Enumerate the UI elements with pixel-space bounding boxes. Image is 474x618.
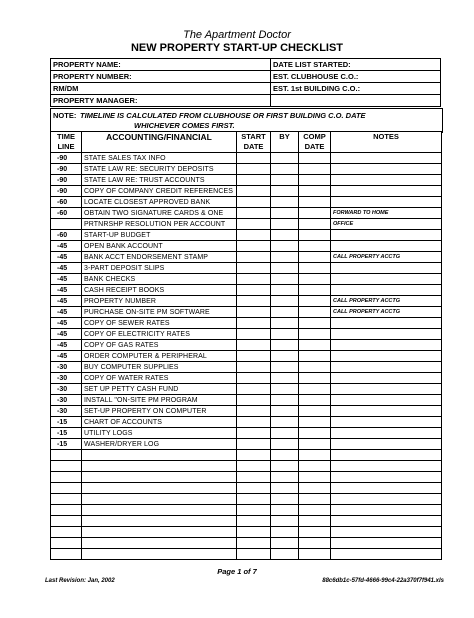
start-date-cell — [237, 307, 271, 318]
task-cell: CHART OF ACCOUNTS — [82, 417, 237, 428]
notes-cell — [331, 153, 442, 164]
note-label: NOTE: — [53, 111, 77, 120]
note-text-line1: TIMELINE IS CALCULATED FROM CLUBHOUSE OR FIRST BUILDING C.O. DATE — [80, 111, 366, 120]
date-list-started-field: DATE LIST STARTED: — [271, 59, 441, 71]
start-date-cell — [237, 252, 271, 263]
last-revision: Last Revision: Jan, 2002 — [45, 578, 115, 584]
task-cell: WASHER/DRYER LOG — [82, 439, 237, 450]
task-cell: COPY OF WATER RATES — [82, 373, 237, 384]
time-cell — [51, 516, 82, 527]
by-cell — [271, 450, 299, 461]
accounting-header: ACCOUNTING/FINANCIAL — [82, 132, 237, 153]
start-date-cell — [237, 384, 271, 395]
start-date-cell — [237, 219, 271, 230]
checklist-row — [51, 505, 442, 516]
task-cell: STATE LAW RE: TRUST ACCOUNTS — [82, 175, 237, 186]
checklist-row — [51, 494, 442, 505]
comp-date-cell — [299, 406, 331, 417]
task-cell: BANK CHECKS — [82, 274, 237, 285]
time-cell: -45 — [51, 329, 82, 340]
time-cell: -45 — [51, 351, 82, 362]
start-date-cell — [237, 263, 271, 274]
document-title: NEW PROPERTY START-UP CHECKLIST — [130, 42, 344, 54]
property-number-field: PROPERTY NUMBER: — [51, 71, 271, 83]
task-cell: 3-PART DEPOSIT SLIPS — [82, 263, 237, 274]
task-cell: SET-UP PROPERTY ON COMPUTER — [82, 406, 237, 417]
time-cell — [51, 450, 82, 461]
comp-date-cell — [299, 274, 331, 285]
comp-date-cell — [299, 329, 331, 340]
start-date-cell — [237, 175, 271, 186]
notes-cell — [331, 263, 442, 274]
by-cell — [271, 527, 299, 538]
property-name-field: PROPERTY NAME: — [51, 59, 271, 71]
property-manager-field: PROPERTY MANAGER: — [51, 95, 271, 107]
start-date-cell — [237, 483, 271, 494]
start-date-cell — [237, 153, 271, 164]
task-cell: COPY OF ELECTRICITY RATES — [82, 329, 237, 340]
by-cell — [271, 406, 299, 417]
start-date-cell — [237, 241, 271, 252]
time-cell: -45 — [51, 340, 82, 351]
by-cell — [271, 186, 299, 197]
task-cell — [82, 549, 237, 560]
by-cell — [271, 538, 299, 549]
notes-cell — [331, 527, 442, 538]
comp-date-cell — [299, 362, 331, 373]
timeline-note — [50, 108, 443, 133]
start-date-cell — [237, 549, 271, 560]
notes-cell — [331, 186, 442, 197]
time-cell — [51, 483, 82, 494]
property-info-table — [50, 58, 441, 107]
checklist-row — [51, 351, 442, 362]
by-cell — [271, 472, 299, 483]
task-cell — [82, 461, 237, 472]
notes-cell — [331, 406, 442, 417]
notes-cell — [331, 340, 442, 351]
checklist-row — [51, 549, 442, 560]
by-cell — [271, 274, 299, 285]
by-cell — [271, 483, 299, 494]
comp-date-cell — [299, 494, 331, 505]
comp-date-cell — [299, 186, 331, 197]
checklist-row — [51, 362, 442, 373]
time-cell: -45 — [51, 307, 82, 318]
start-date-cell — [237, 450, 271, 461]
start-date-cell — [237, 329, 271, 340]
by-cell — [271, 461, 299, 472]
start-date-cell — [237, 164, 271, 175]
start-date-cell — [237, 505, 271, 516]
task-cell: BANK ACCT ENDORSEMENT STAMP — [82, 252, 237, 263]
time-cell — [51, 505, 82, 516]
notes-cell — [331, 417, 442, 428]
checklist-row — [51, 318, 442, 329]
checklist-row — [51, 340, 442, 351]
notes-cell — [331, 373, 442, 384]
start-date-cell — [237, 362, 271, 373]
checklist-row — [51, 472, 442, 483]
by-cell — [271, 329, 299, 340]
by-cell — [271, 340, 299, 351]
by-cell — [271, 549, 299, 560]
by-cell — [271, 285, 299, 296]
checklist-row — [51, 373, 442, 384]
task-cell: COPY OF COMPANY CREDIT REFERENCES — [82, 186, 237, 197]
time-cell: -15 — [51, 439, 82, 450]
comp-date-cell — [299, 296, 331, 307]
time-cell: -30 — [51, 362, 82, 373]
task-cell: OPEN BANK ACCOUNT — [82, 241, 237, 252]
by-cell — [271, 263, 299, 274]
by-cell — [271, 362, 299, 373]
checklist-row — [51, 538, 442, 549]
by-cell — [271, 175, 299, 186]
checklist-row — [51, 428, 442, 439]
task-cell: INSTALL "ON-SITE PM PROGRAM — [82, 395, 237, 406]
comp-date-cell — [299, 516, 331, 527]
start-date-cell — [237, 516, 271, 527]
start-date-cell — [237, 351, 271, 362]
comp-date-cell — [299, 461, 331, 472]
start-date-cell — [237, 197, 271, 208]
time-cell: -30 — [51, 373, 82, 384]
checklist-row — [51, 208, 442, 219]
notes-cell — [331, 241, 442, 252]
file-name: 88c6db1c-57fd-4666-99c4-22a370f7f941.xls — [322, 578, 444, 584]
checklist-row — [51, 219, 442, 230]
task-cell: STATE LAW RE: SECURITY DEPOSITS — [82, 164, 237, 175]
task-cell — [82, 527, 237, 538]
comp-date-cell — [299, 395, 331, 406]
checklist-row — [51, 296, 442, 307]
time-cell — [51, 527, 82, 538]
notes-cell — [331, 428, 442, 439]
document-subtitle: The Apartment Doctor — [183, 29, 291, 41]
page-number: Page 1 of 7 — [217, 567, 257, 576]
checklist-row — [51, 406, 442, 417]
est-clubhouse-co-field: EST. CLUBHOUSE C.O.: — [271, 71, 441, 83]
start-date-cell — [237, 285, 271, 296]
notes-cell — [331, 549, 442, 560]
time-cell: -90 — [51, 186, 82, 197]
task-cell: LOCATE CLOSEST APPROVED BANK — [82, 197, 237, 208]
task-cell: ORDER COMPUTER & PERIPHERAL — [82, 351, 237, 362]
task-cell: COPY OF SEWER RATES — [82, 318, 237, 329]
checklist-row — [51, 241, 442, 252]
start-date-cell — [237, 527, 271, 538]
task-cell: BUY COMPUTER SUPPLIES — [82, 362, 237, 373]
start-date-cell — [237, 296, 271, 307]
checklist-row — [51, 450, 442, 461]
comp-date-cell — [299, 164, 331, 175]
time-cell: -90 — [51, 164, 82, 175]
task-cell: STATE SALES TAX INFO — [82, 153, 237, 164]
notes-cell — [331, 516, 442, 527]
notes-cell — [331, 472, 442, 483]
time-cell — [51, 219, 82, 230]
checklist-row — [51, 285, 442, 296]
start-date-cell — [237, 428, 271, 439]
comp-date-cell — [299, 241, 331, 252]
task-cell — [82, 505, 237, 516]
comp-date-cell — [299, 472, 331, 483]
notes-cell: CALL PROPERTY ACCTG — [331, 252, 442, 263]
notes-cell — [331, 164, 442, 175]
by-cell — [271, 153, 299, 164]
by-cell — [271, 164, 299, 175]
by-cell — [271, 208, 299, 219]
notes-cell — [331, 318, 442, 329]
comp-date-cell — [299, 428, 331, 439]
comp-date-cell — [299, 417, 331, 428]
notes-cell — [331, 384, 442, 395]
notes-cell — [331, 439, 442, 450]
task-cell — [82, 516, 237, 527]
time-cell: -45 — [51, 263, 82, 274]
notes-cell — [331, 362, 442, 373]
notes-cell — [331, 505, 442, 516]
comp-date-cell — [299, 153, 331, 164]
by-cell — [271, 395, 299, 406]
blank-header-cell — [271, 95, 441, 107]
time-cell: -60 — [51, 230, 82, 241]
notes-header: NOTES — [331, 132, 442, 153]
notes-cell — [331, 274, 442, 285]
rm-dm-field: RM/DM — [51, 83, 271, 95]
est-first-building-co-field: EST. 1st BUILDING C.O.: — [271, 83, 441, 95]
comp-date-cell — [299, 175, 331, 186]
comp-date-cell — [299, 197, 331, 208]
time-cell: -45 — [51, 296, 82, 307]
notes-cell: CALL PROPERTY ACCTG — [331, 296, 442, 307]
by-cell — [271, 351, 299, 362]
checklist-row — [51, 516, 442, 527]
task-cell: COPY OF GAS RATES — [82, 340, 237, 351]
by-cell — [271, 417, 299, 428]
time-line-header: TIME LINE — [51, 132, 82, 153]
task-cell: PURCHASE ON-SITE PM SOFTWARE — [82, 307, 237, 318]
by-cell — [271, 219, 299, 230]
start-date-cell — [237, 395, 271, 406]
comp-date-cell — [299, 340, 331, 351]
by-cell — [271, 318, 299, 329]
by-cell — [271, 505, 299, 516]
start-date-cell — [237, 340, 271, 351]
comp-date-cell — [299, 307, 331, 318]
comp-date-header: COMP DATE — [299, 132, 331, 153]
checklist-row — [51, 175, 442, 186]
start-date-cell — [237, 373, 271, 384]
by-cell — [271, 516, 299, 527]
checklist-row — [51, 384, 442, 395]
task-cell: OBTAIN TWO SIGNATURE CARDS & ONE — [82, 208, 237, 219]
checklist-row — [51, 153, 442, 164]
time-cell: -30 — [51, 384, 82, 395]
start-date-cell — [237, 439, 271, 450]
time-cell: -60 — [51, 208, 82, 219]
comp-date-cell — [299, 384, 331, 395]
by-cell — [271, 241, 299, 252]
comp-date-cell — [299, 505, 331, 516]
by-cell — [271, 307, 299, 318]
task-cell: PROPERTY NUMBER — [82, 296, 237, 307]
by-cell — [271, 252, 299, 263]
start-date-cell — [237, 538, 271, 549]
notes-cell — [331, 285, 442, 296]
checklist-table — [50, 131, 442, 560]
time-cell: -45 — [51, 241, 82, 252]
task-cell: CASH RECEIPT BOOKS — [82, 285, 237, 296]
start-date-cell — [237, 406, 271, 417]
comp-date-cell — [299, 439, 331, 450]
by-cell — [271, 494, 299, 505]
comp-date-cell — [299, 263, 331, 274]
comp-date-cell — [299, 549, 331, 560]
notes-cell — [331, 461, 442, 472]
start-date-cell — [237, 230, 271, 241]
checklist-row — [51, 527, 442, 538]
notes-cell: CALL PROPERTY ACCTG — [331, 307, 442, 318]
time-cell: -45 — [51, 274, 82, 285]
time-cell — [51, 472, 82, 483]
comp-date-cell — [299, 351, 331, 362]
start-date-cell — [237, 417, 271, 428]
task-cell — [82, 483, 237, 494]
checklist-header-row — [51, 132, 442, 153]
checklist-row — [51, 274, 442, 285]
time-cell: -45 — [51, 252, 82, 263]
comp-date-cell — [299, 318, 331, 329]
comp-date-cell — [299, 208, 331, 219]
checklist-row — [51, 395, 442, 406]
comp-date-cell — [299, 538, 331, 549]
checklist-row — [51, 164, 442, 175]
notes-cell — [331, 230, 442, 241]
by-cell — [271, 373, 299, 384]
by-cell — [271, 439, 299, 450]
by-cell — [271, 230, 299, 241]
start-date-cell — [237, 274, 271, 285]
note-text-line2: WHICHEVER COMES FIRST. — [134, 121, 235, 130]
time-cell: -90 — [51, 175, 82, 186]
notes-cell — [331, 329, 442, 340]
task-cell: UTILITY LOGS — [82, 428, 237, 439]
checklist-row — [51, 461, 442, 472]
start-date-cell — [237, 208, 271, 219]
checklist-row — [51, 307, 442, 318]
start-date-cell — [237, 318, 271, 329]
comp-date-cell — [299, 230, 331, 241]
time-cell — [51, 538, 82, 549]
time-cell: -45 — [51, 318, 82, 329]
task-cell: SET UP PETTY CASH FUND — [82, 384, 237, 395]
notes-cell: FORWARD TO HOME — [331, 208, 442, 219]
start-date-cell — [237, 186, 271, 197]
notes-cell — [331, 197, 442, 208]
task-cell — [82, 450, 237, 461]
checklist-row — [51, 230, 442, 241]
notes-cell — [331, 494, 442, 505]
checklist-row — [51, 263, 442, 274]
task-cell — [82, 494, 237, 505]
checklist-row — [51, 483, 442, 494]
time-cell: -30 — [51, 395, 82, 406]
start-date-header: START DATE — [237, 132, 271, 153]
time-cell — [51, 461, 82, 472]
by-cell — [271, 384, 299, 395]
comp-date-cell — [299, 252, 331, 263]
start-date-cell — [237, 461, 271, 472]
time-cell: -15 — [51, 417, 82, 428]
start-date-cell — [237, 472, 271, 483]
notes-cell — [331, 538, 442, 549]
time-cell: -15 — [51, 428, 82, 439]
task-cell — [82, 472, 237, 483]
comp-date-cell — [299, 483, 331, 494]
comp-date-cell — [299, 285, 331, 296]
start-date-cell — [237, 494, 271, 505]
notes-cell — [331, 483, 442, 494]
task-cell: PRTNRSHP RESOLUTION PER ACCOUNT — [82, 219, 237, 230]
by-cell — [271, 197, 299, 208]
comp-date-cell — [299, 219, 331, 230]
notes-cell — [331, 450, 442, 461]
time-cell: -30 — [51, 406, 82, 417]
notes-cell — [331, 395, 442, 406]
time-cell — [51, 549, 82, 560]
time-cell: -45 — [51, 285, 82, 296]
notes-cell — [331, 175, 442, 186]
checklist-row — [51, 197, 442, 208]
time-cell — [51, 494, 82, 505]
checklist-row — [51, 417, 442, 428]
task-cell: START-UP BUDGET — [82, 230, 237, 241]
by-cell — [271, 296, 299, 307]
checklist-row — [51, 329, 442, 340]
by-header: BY — [271, 132, 299, 153]
notes-cell — [331, 351, 442, 362]
checklist-row — [51, 186, 442, 197]
checklist-row — [51, 439, 442, 450]
time-cell: -60 — [51, 197, 82, 208]
comp-date-cell — [299, 527, 331, 538]
task-cell — [82, 538, 237, 549]
time-cell: -90 — [51, 153, 82, 164]
comp-date-cell — [299, 450, 331, 461]
comp-date-cell — [299, 373, 331, 384]
checklist-row — [51, 252, 442, 263]
notes-cell: OFFICE — [331, 219, 442, 230]
by-cell — [271, 428, 299, 439]
